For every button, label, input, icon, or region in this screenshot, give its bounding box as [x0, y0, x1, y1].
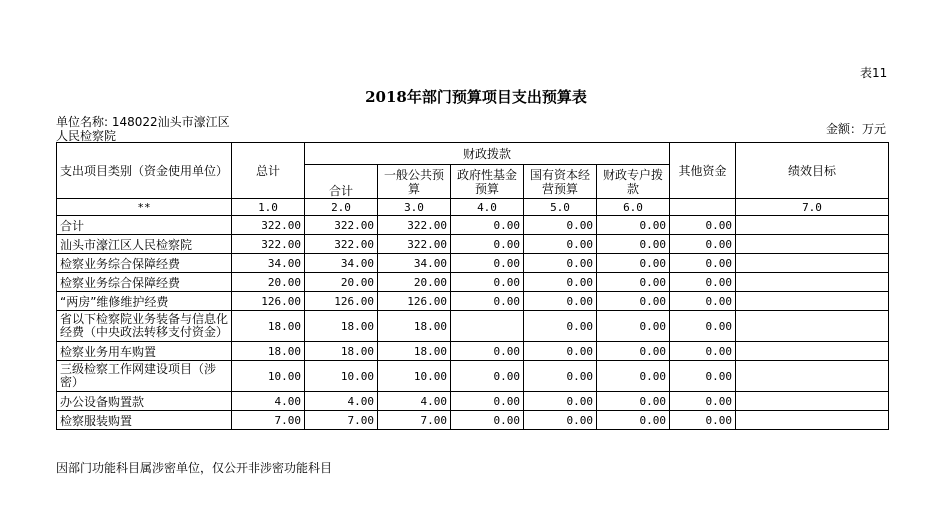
- cell-gov-fund: 0.00: [451, 254, 524, 273]
- table-row: [57, 361, 889, 392]
- cell-gov-fund: 0.00: [451, 392, 524, 411]
- header-gov-fund: 政府性基金预算: [451, 165, 524, 199]
- cell-state-capital: 0.00: [524, 235, 597, 254]
- table-row: [57, 311, 889, 342]
- cell-general: 10.00: [378, 361, 451, 392]
- cell-total: 7.00: [232, 411, 305, 430]
- cell-performance: [736, 292, 889, 311]
- cell-subtotal: 7.00: [305, 411, 378, 430]
- budget-table: [56, 142, 889, 430]
- row-name: “两房”维修维护经费: [57, 292, 232, 311]
- table-row: [57, 411, 889, 430]
- cell-general: 34.00: [378, 254, 451, 273]
- cell-general: 322.00: [378, 216, 451, 235]
- cell-gov-fund: 0.00: [451, 235, 524, 254]
- cell-state-capital: 0.00: [524, 273, 597, 292]
- header-total: 总计: [232, 143, 305, 199]
- header-category: 支出项目类别（资金使用单位）: [57, 143, 232, 199]
- index-cell: 6.0: [597, 199, 670, 216]
- cell-subtotal: 126.00: [305, 292, 378, 311]
- cell-total: 34.00: [232, 254, 305, 273]
- row-name: 合计: [57, 216, 232, 235]
- row-name: 三级检察工作网建设项目（涉密）: [57, 361, 232, 392]
- table-number: 表11: [860, 66, 888, 80]
- cell-general: 20.00: [378, 273, 451, 292]
- cell-total: 20.00: [232, 273, 305, 292]
- index-cell: 4.0: [451, 199, 524, 216]
- cell-other: 0.00: [670, 342, 736, 361]
- table-row: [57, 342, 889, 361]
- header-subtotal: 合计: [305, 165, 378, 199]
- cell-subtotal: 18.00: [305, 342, 378, 361]
- cell-special: 0.00: [597, 392, 670, 411]
- table-row: [57, 254, 889, 273]
- cell-other: 0.00: [670, 311, 736, 342]
- index-cell: 1.0: [232, 199, 305, 216]
- index-row: [57, 199, 889, 216]
- cell-subtotal: 322.00: [305, 235, 378, 254]
- cell-state-capital: 0.00: [524, 342, 597, 361]
- cell-general: 7.00: [378, 411, 451, 430]
- cell-total: 322.00: [232, 216, 305, 235]
- cell-total: 18.00: [232, 311, 305, 342]
- cell-performance: [736, 254, 889, 273]
- cell-performance: [736, 273, 889, 292]
- row-name: 省以下检察院业务装备与信息化经费（中央政法转移支付资金）: [57, 311, 232, 342]
- table-row: [57, 273, 889, 292]
- row-name: 汕头市濠江区人民检察院: [57, 235, 232, 254]
- cell-performance: [736, 311, 889, 342]
- cell-state-capital: 0.00: [524, 311, 597, 342]
- cell-subtotal: 18.00: [305, 311, 378, 342]
- cell-state-capital: 0.00: [524, 254, 597, 273]
- cell-special: 0.00: [597, 216, 670, 235]
- header-other: 其他资金: [670, 143, 736, 199]
- cell-gov-fund: 0.00: [451, 411, 524, 430]
- cell-state-capital: 0.00: [524, 292, 597, 311]
- footnote: 因部门功能科目属涉密单位，仅公开非涉密功能科目: [56, 461, 333, 475]
- cell-performance: [736, 342, 889, 361]
- cell-general: 4.00: [378, 392, 451, 411]
- cell-special: 0.00: [597, 311, 670, 342]
- cell-gov-fund: [451, 311, 524, 342]
- cell-state-capital: 0.00: [524, 361, 597, 392]
- cell-gov-fund: 0.00: [451, 273, 524, 292]
- index-cell: **: [57, 199, 232, 216]
- cell-other: 0.00: [670, 273, 736, 292]
- table-row: [57, 235, 889, 254]
- cell-state-capital: 0.00: [524, 411, 597, 430]
- header-general: 一般公共预算: [378, 165, 451, 199]
- cell-total: 10.00: [232, 361, 305, 392]
- cell-total: 18.00: [232, 342, 305, 361]
- cell-special: 0.00: [597, 342, 670, 361]
- cell-state-capital: 0.00: [524, 216, 597, 235]
- unit-name-line2: 人民检察院: [56, 129, 117, 143]
- header-performance: 绩效目标: [736, 143, 889, 199]
- cell-performance: [736, 216, 889, 235]
- cell-other: 0.00: [670, 411, 736, 430]
- cell-other: 0.00: [670, 216, 736, 235]
- index-cell: 7.0: [736, 199, 889, 216]
- cell-total: 322.00: [232, 235, 305, 254]
- row-name: 检察服装购置: [57, 411, 232, 430]
- cell-total: 126.00: [232, 292, 305, 311]
- index-cell: [670, 199, 736, 216]
- index-cell: 3.0: [378, 199, 451, 216]
- cell-performance: [736, 361, 889, 392]
- cell-gov-fund: 0.00: [451, 361, 524, 392]
- page-title: 2018年部门预算项目支出预算表: [365, 88, 587, 106]
- row-name: 办公设备购置款: [57, 392, 232, 411]
- cell-performance: [736, 235, 889, 254]
- cell-special: 0.00: [597, 411, 670, 430]
- cell-general: 322.00: [378, 235, 451, 254]
- cell-general: 126.00: [378, 292, 451, 311]
- cell-general: 18.00: [378, 311, 451, 342]
- cell-other: 0.00: [670, 361, 736, 392]
- cell-special: 0.00: [597, 254, 670, 273]
- index-cell: 5.0: [524, 199, 597, 216]
- amount-unit: 金额：万元: [825, 122, 886, 136]
- cell-general: 18.00: [378, 342, 451, 361]
- row-name: 检察业务综合保障经费: [57, 254, 232, 273]
- index-cell: 2.0: [305, 199, 378, 216]
- cell-special: 0.00: [597, 235, 670, 254]
- cell-gov-fund: 0.00: [451, 216, 524, 235]
- cell-total: 4.00: [232, 392, 305, 411]
- header-fiscal: 财政拨款: [305, 143, 670, 165]
- cell-gov-fund: 0.00: [451, 342, 524, 361]
- cell-subtotal: 10.00: [305, 361, 378, 392]
- table-row: [57, 292, 889, 311]
- cell-subtotal: 34.00: [305, 254, 378, 273]
- cell-subtotal: 322.00: [305, 216, 378, 235]
- cell-other: 0.00: [670, 235, 736, 254]
- cell-special: 0.00: [597, 361, 670, 392]
- row-name: 检察业务用车购置: [57, 342, 232, 361]
- header-state-capital: 国有资本经营预算: [524, 165, 597, 199]
- cell-gov-fund: 0.00: [451, 292, 524, 311]
- cell-subtotal: 20.00: [305, 273, 378, 292]
- cell-other: 0.00: [670, 292, 736, 311]
- cell-special: 0.00: [597, 292, 670, 311]
- cell-other: 0.00: [670, 392, 736, 411]
- table-row: [57, 216, 889, 235]
- cell-subtotal: 4.00: [305, 392, 378, 411]
- cell-performance: [736, 392, 889, 411]
- unit-name-line1: 单位名称: 148022汕头市濠江区: [56, 115, 230, 129]
- cell-other: 0.00: [670, 254, 736, 273]
- cell-performance: [736, 411, 889, 430]
- table-row: [57, 392, 889, 411]
- row-name: 检察业务综合保障经费: [57, 273, 232, 292]
- cell-special: 0.00: [597, 273, 670, 292]
- header-special: 财政专户拨款: [597, 165, 670, 199]
- cell-state-capital: 0.00: [524, 392, 597, 411]
